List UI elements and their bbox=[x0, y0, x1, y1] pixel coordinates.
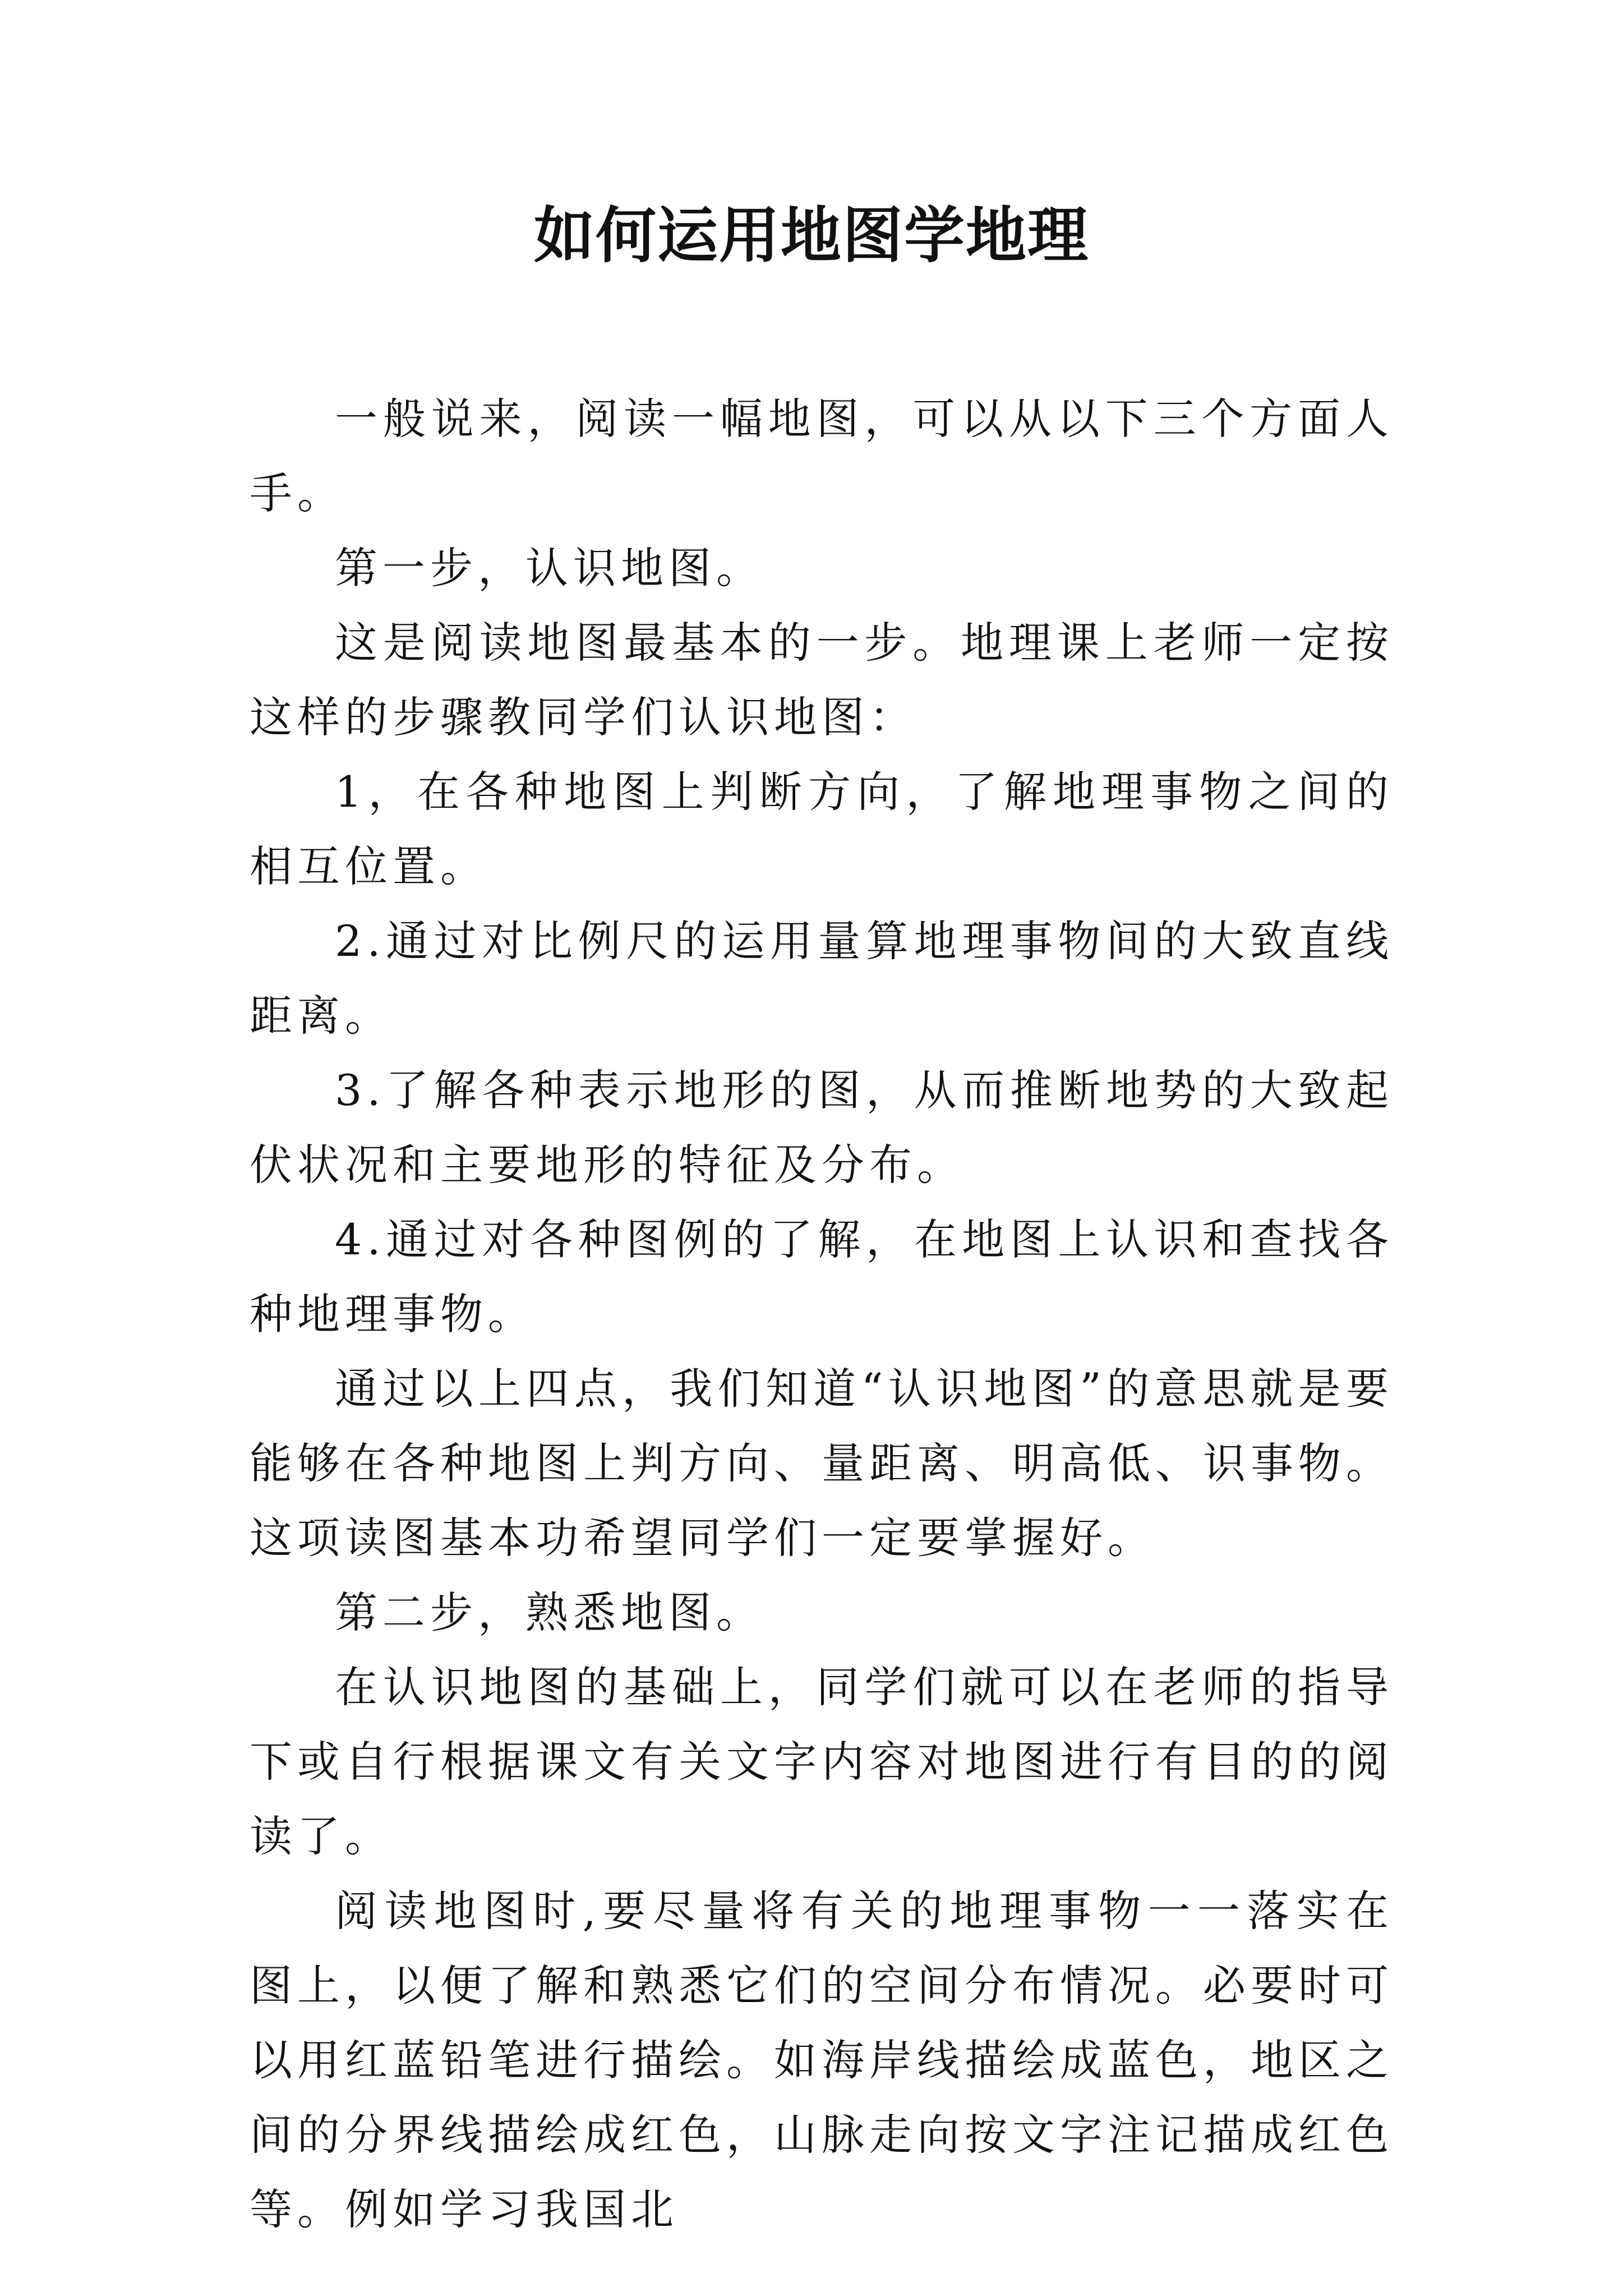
document-body bbox=[250, 381, 1394, 2247]
paragraph: 第一步，认识地图。 bbox=[335, 543, 764, 593]
paragraph: 通过以上四点，我们知道“认识地图”的意思就是要能够在各种地图上判方向、量距离、明高低、识事物。这项读图基本功希望同学们一定要掌握好。 bbox=[250, 1364, 1394, 1563]
document-title: 如何运用地图学地理 bbox=[533, 200, 1089, 271]
paragraph: 在认识地图的基础上，同学们就可以在老师的指导下或自行根据课文有关文字内容对地图进行有目的的阅读了。 bbox=[250, 1662, 1394, 1861]
paragraph: 一般说来，阅读一幅地图，可以从以下三个方面人手。 bbox=[250, 394, 1394, 518]
paragraph: 3.了解各种表示地形的图，从而推断地势的大致起伏状况和主要地形的特征及分布。 bbox=[250, 1065, 1394, 1190]
paragraph: 1，在各种地图上判断方向，了解地理事物之间的相互位置。 bbox=[250, 767, 1394, 891]
paragraph: 2.通过对比例尺的运用量算地理事物间的大致直线距离。 bbox=[250, 916, 1394, 1041]
paragraph: 第二步，熟悉地图。 bbox=[335, 1588, 764, 1637]
paragraph: 阅读地图时,要尽量将有关的地理事物一一落实在图上，以便了解和熟悉它们的空间分布情况。必要时可以用红蓝铅笔进行描绘。如海岸线描绘成蓝色，地区之间的分界线描绘成红色，山脉走向按文字注记描成红色等。例如学习我国北 bbox=[250, 1886, 1394, 2234]
paragraph: 这是阅读地图最基本的一步。地理课上老师一定按这样的步骤教同学们认识地图： bbox=[250, 618, 1394, 742]
paragraph: 4.通过对各种图例的了解，在地图上认识和查找各种地理事物。 bbox=[250, 1214, 1394, 1339]
